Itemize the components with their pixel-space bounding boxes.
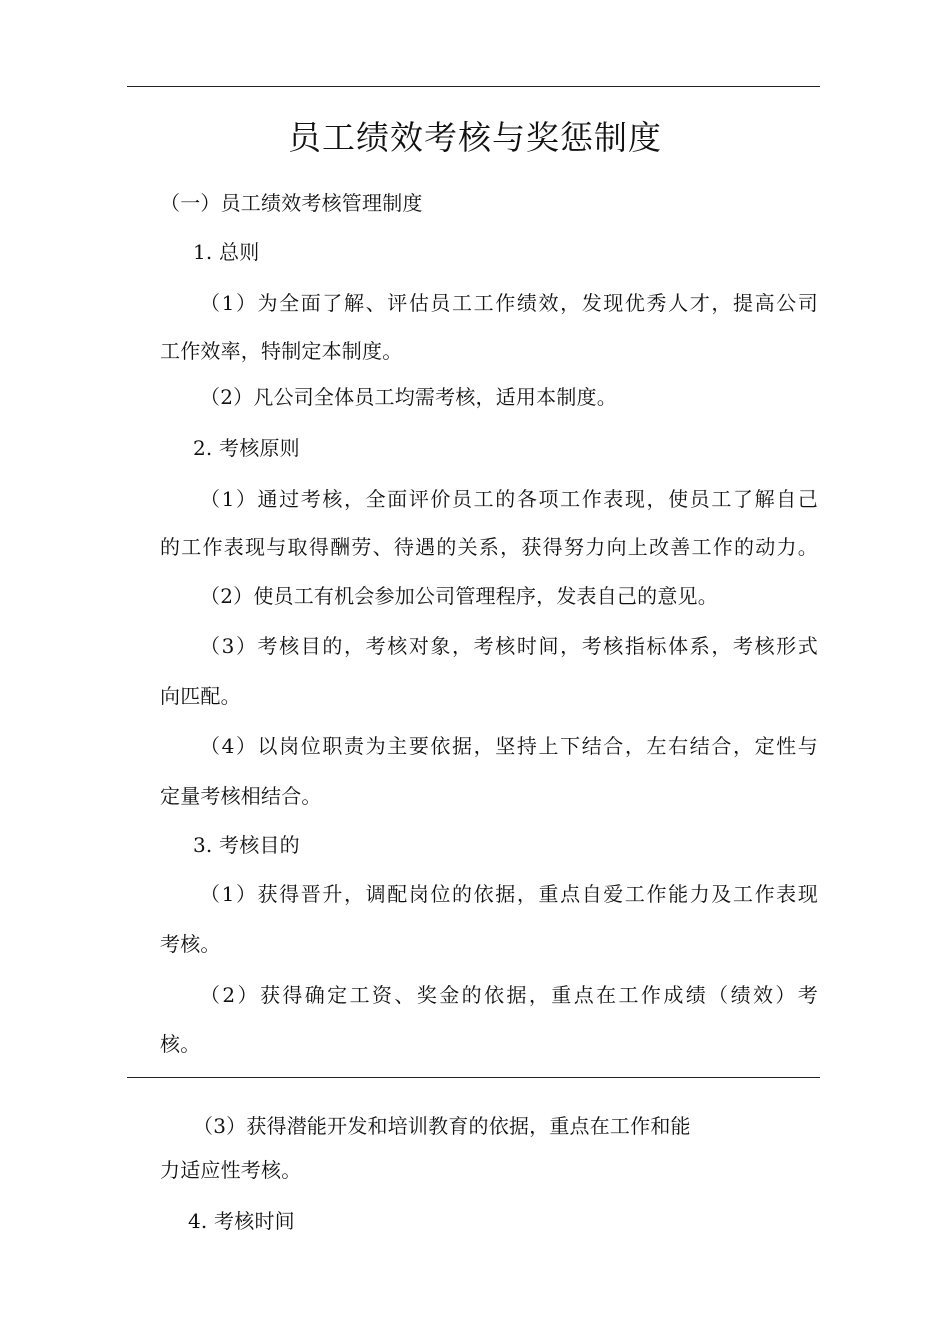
paragraph-line: （1）为全面了解、评估员工工作绩效，发现优秀人才，提高公司 <box>200 291 818 315</box>
paragraph-line: （4）以岗位职责为主要依据，坚持上下结合，左右结合，定性与 <box>200 734 818 758</box>
paragraph-line: （1）通过考核，全面评价员工的各项工作表现，使员工了解自己 <box>200 487 818 511</box>
paragraph-line: 定量考核相结合。 <box>160 784 322 808</box>
paragraph-line: 工作效率，特制定本制度。 <box>160 339 403 363</box>
section-heading: （一）员工绩效考核管理制度 <box>160 191 423 215</box>
paragraph-line: （3）考核目的，考核对象，考核时间，考核指标体系，考核形式 <box>200 634 818 658</box>
heading-purpose: 3. 考核目的 <box>193 833 300 857</box>
paragraph-line: 核。 <box>160 1032 201 1056</box>
paragraph-line: 的工作表现与取得酬劳、待遇的关系，获得努力向上改善工作的动力。 <box>160 535 818 559</box>
heading-principles: 2. 考核原则 <box>193 436 300 460</box>
paragraph-line: 向匹配。 <box>160 684 241 708</box>
heading-general: 1. 总则 <box>193 240 260 264</box>
document-title: 员工绩效考核与奖惩制度 <box>288 118 662 157</box>
heading-time: 4. 考核时间 <box>188 1209 295 1233</box>
paragraph-line: （2）使员工有机会参加公司管理程序，发表自己的意见。 <box>200 584 718 608</box>
top-rule <box>127 86 820 87</box>
paragraph-line: 考核。 <box>160 932 221 956</box>
paragraph-line: （2）获得确定工资、奖金的依据，重点在工作成绩（绩效）考 <box>200 983 818 1007</box>
paragraph-line: （1）获得晋升，调配岗位的依据，重点自爱工作能力及工作表现 <box>200 882 818 906</box>
paragraph-line: （3）获得潜能开发和培训教育的依据，重点在工作和能 <box>193 1114 691 1138</box>
paragraph-line: 力适应性考核。 <box>160 1158 302 1182</box>
page-break-rule <box>127 1077 820 1078</box>
paragraph-line: （2）凡公司全体员工均需考核，适用本制度。 <box>200 385 617 409</box>
